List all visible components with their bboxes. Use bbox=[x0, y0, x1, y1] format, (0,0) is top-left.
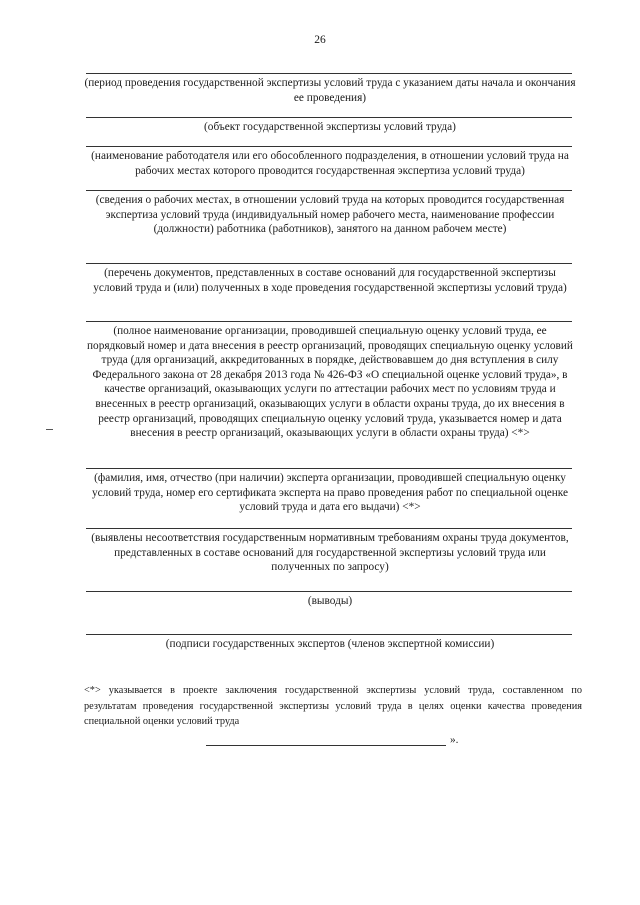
field-expert bbox=[82, 468, 578, 515]
field-documents bbox=[82, 263, 578, 295]
footnote: <*> указывается в проекте заключения государственной экспертизы условий труда, составленном по результатам проведения государственной экспертизы условий труда в целях оценки качества проведения специальной оценки условий труда bbox=[84, 685, 582, 728]
fill-in-line bbox=[86, 591, 572, 592]
field-caption: (подписи государственных экспертов (членов экспертной комиссии) bbox=[165, 638, 495, 650]
fill-in-line bbox=[86, 634, 572, 635]
field-employer bbox=[82, 146, 578, 178]
field-conclusions bbox=[82, 591, 578, 609]
field-caption: (период проведения государственной экспертизы условий труда с указанием даты начала и окончания ее проведения) bbox=[84, 77, 576, 104]
fill-in-line bbox=[206, 745, 446, 746]
field-caption: (полное наименование организации, проводившей специальную оценку условий труда, ее порядковый номер и дата внесения в реестр организаций, проводящих специальную оценку условий труда (для организаций, аккредитованных в порядке, действовавшем до дня вступления в силу Федерального закона от 28 декабря 2013 года № 426-ФЗ «О специальной оценке условий труда», в качестве организаций, оказывающих услуги по аттестации рабочих мест по условиям труда и внесенных в реестр организаций, оказывающих услуги в области охраны труда, до их внесения в реестр организаций, проводящих специальную оценку условий труда, указывается номер и дата внесения в реестр организаций, оказывающих услуги в области охраны труда) <*> bbox=[87, 325, 573, 440]
page-number: 26 bbox=[314, 34, 326, 46]
field-caption: (перечень документов, представленных в составе оснований для государственной экспертизы условий труда и (или) полученных в ходе проведения государственной экспертизы условий труда) bbox=[93, 267, 567, 294]
field-caption: (выявлены несоответствия государственным нормативным требованиям охраны труда документов, представленных в составе оснований для государственной экспертизы условий труда или полученных по запросу) bbox=[91, 532, 569, 574]
field-nonconformities bbox=[82, 528, 578, 575]
fill-in-line bbox=[86, 321, 572, 322]
fill-in-line bbox=[86, 73, 572, 74]
closing-line bbox=[206, 734, 486, 748]
field-caption: (сведения о рабочих местах, в отношении условий труда на которых проводится государственная экспертиза условий труда (индивидуальный номер рабочего места, наименование профессии (должности) работника (работников), занятого на данном рабочем месте) bbox=[95, 194, 565, 236]
fill-in-line bbox=[86, 263, 572, 264]
closing-quote: ». bbox=[450, 734, 459, 746]
margin-mark bbox=[46, 429, 53, 430]
fill-in-line bbox=[86, 117, 572, 118]
field-caption: (фамилия, имя, отчество (при наличии) эксперта организации, проводившей специальную оценку условий труда, номер его сертификата эксперта на право проведения работ по специальной оценке условий труда и дата его выдачи) <*> bbox=[91, 472, 569, 514]
field-object bbox=[82, 117, 578, 135]
field-caption: (выводы) bbox=[307, 595, 353, 607]
fill-in-line bbox=[86, 528, 572, 529]
field-workplaces bbox=[82, 190, 578, 237]
fill-in-line bbox=[86, 468, 572, 469]
field-caption: (объект государственной экспертизы условий труда) bbox=[204, 121, 456, 133]
field-organization bbox=[82, 321, 578, 441]
field-period bbox=[82, 73, 578, 105]
field-signatures bbox=[82, 634, 578, 652]
fill-in-line bbox=[86, 146, 572, 147]
field-caption: (наименование работодателя или его обособленного подразделения, в отношении условий труда на рабочих местах которого проводится государственная экспертиза условий труда) bbox=[91, 150, 569, 177]
fill-in-line bbox=[86, 190, 572, 191]
